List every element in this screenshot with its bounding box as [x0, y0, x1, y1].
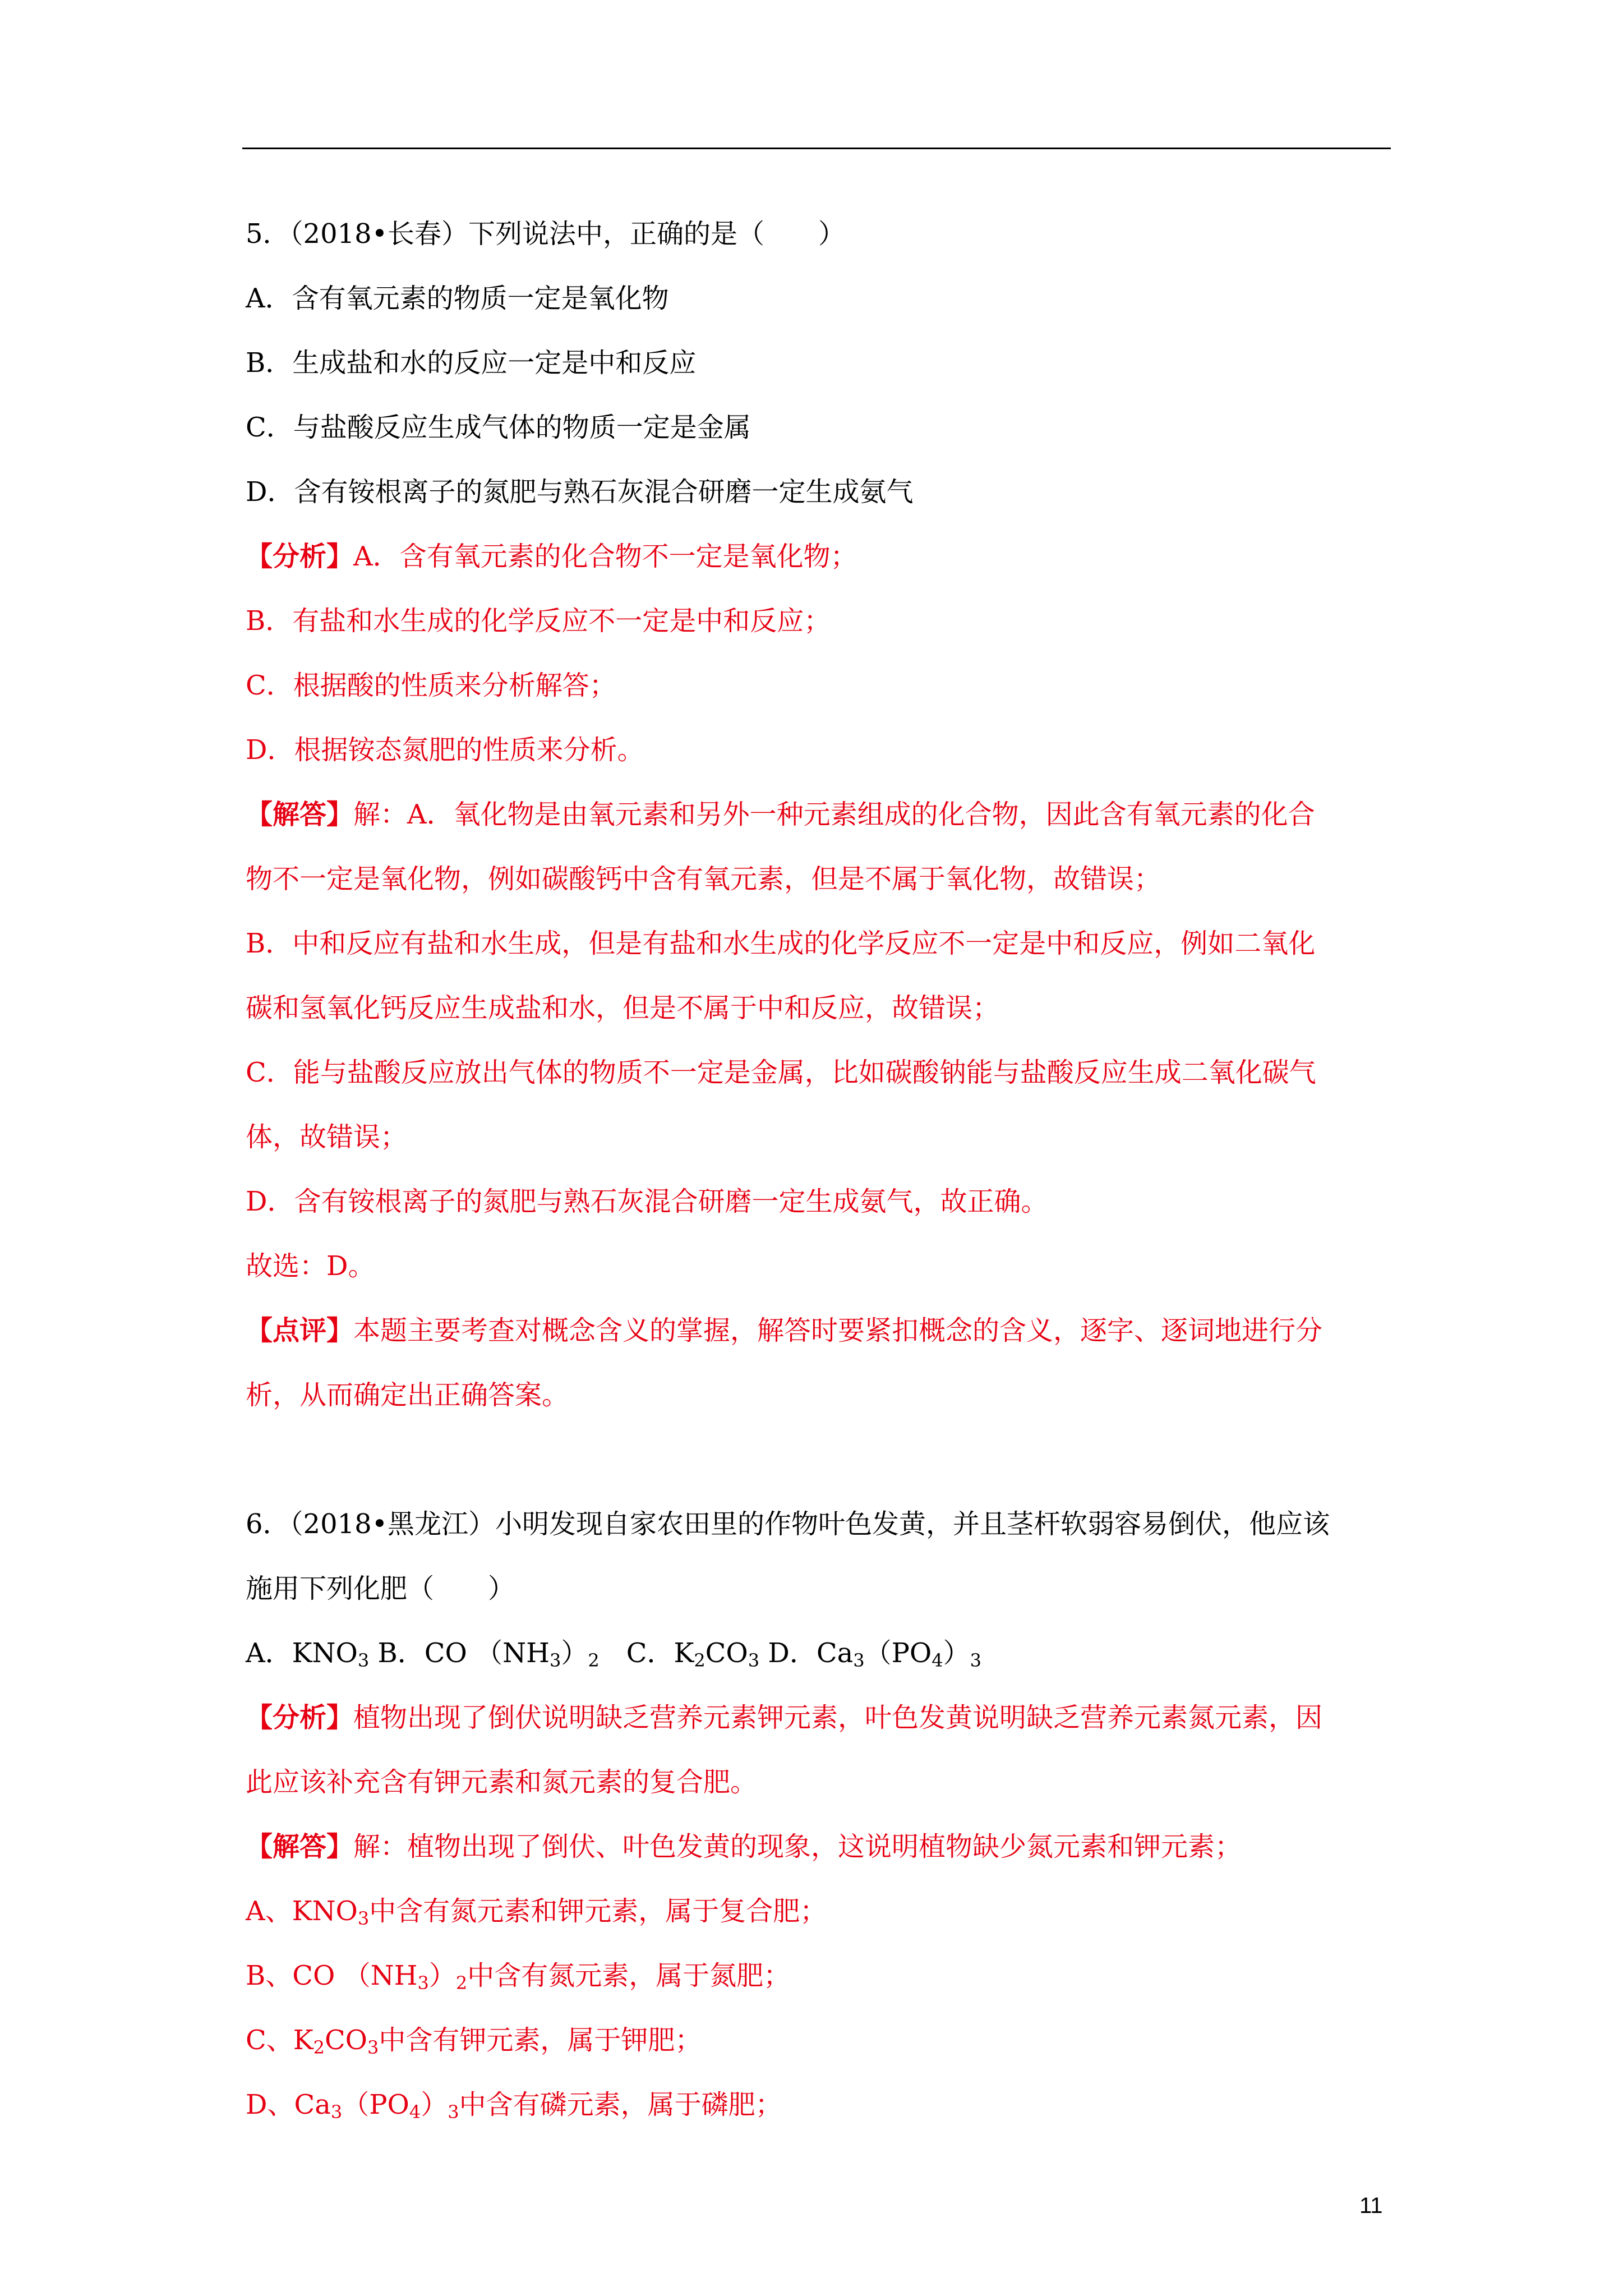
q6-answer-tag: 【解答】 [246, 1831, 354, 1862]
text-fragment: ） [561, 1637, 588, 1669]
q6-analysis-text: 植物出现了倒伏说明缺乏营养元素钾元素，叶色发黄说明缺乏营养元素氮元素，因 [353, 1702, 1323, 1733]
text-fragment: B、CO （NH [246, 1960, 418, 1991]
subscript: 3 [970, 1650, 981, 1671]
q5-option-d: D．含有铵根离子的氮肥与熟石灰混合研磨一定生成氨气 [246, 476, 914, 508]
q5-answer-line-6: 体，故错误； [246, 1121, 408, 1153]
q5-answer-line-4: 碳和氢氧化钙反应生成盐和水，但是不属于中和反应，故错误； [246, 992, 1000, 1024]
page-number: 11 [1359, 2193, 1383, 2218]
text-fragment: A、KNO [246, 1895, 358, 1927]
text-fragment: ） [428, 1960, 456, 1991]
text-fragment: ） [421, 2089, 448, 2120]
q5-answer-tag: 【解答】 [246, 799, 354, 830]
subscript: 3 [357, 1908, 370, 1929]
q5-comment-text: 本题主要考查对概念含义的掌握，解答时要紧扣概念的含义，逐字、逐词地进行分 [353, 1315, 1323, 1346]
q5-stem: 5．（2018•长春）下列说法中，正确的是（ ） [246, 218, 846, 250]
text-fragment: 中含有磷元素，属于磷肥； [459, 2089, 782, 2120]
text-fragment: CO [705, 1637, 748, 1669]
subscript: 4 [932, 1650, 943, 1671]
subscript: 2 [455, 1972, 468, 1994]
q5-choice: 故选：D。 [246, 1250, 375, 1282]
text-fragment: （PO [342, 2089, 409, 2120]
text-fragment: C、K [246, 2024, 313, 2056]
text-fragment: 中含有钾元素，属于钾肥； [379, 2024, 702, 2056]
q5-analysis-tag: 【分析】 [246, 541, 354, 572]
subscript: 2 [588, 1650, 600, 1671]
q6-answer-item-a [246, 1879, 1390, 1944]
q6-option-d: D．Ca [759, 1637, 854, 1669]
subscript: 3 [853, 1650, 865, 1671]
subscript: 3 [367, 2037, 379, 2058]
q5-option-b: B．生成盐和水的反应一定是中和反应 [246, 347, 697, 379]
text-fragment: ） [943, 1637, 970, 1669]
subscript: 4 [409, 2101, 421, 2123]
q5-answer-line-7: D．含有铵根离子的氮肥与熟石灰混合研磨一定生成氨气，故正确。 [246, 1186, 1048, 1217]
text-fragment: 中含有氮元素，属于氮肥； [467, 1960, 791, 1991]
header-rule [242, 148, 1391, 149]
q5-answer-line-3: B．中和反应有盐和水生成，但是有盐和水生成的化学反应不一定是中和反应，例如二氧化 [246, 928, 1316, 959]
q5-answer-text: 解：A．氧化物是由氧元素和另外一种元素组成的化合物，因此含有氧元素的化合 [353, 799, 1315, 830]
q6-options [246, 1621, 1390, 1686]
text-fragment: D、Ca [246, 2089, 331, 2120]
q5-comment-line [246, 1299, 1390, 1363]
page-content [246, 202, 1390, 2137]
subscript: 3 [549, 1650, 561, 1671]
subscript: 3 [417, 1972, 429, 1994]
q5-analysis-c: C．根据酸的性质来分析解答； [246, 670, 616, 701]
q6-option-c: C．K [599, 1637, 694, 1669]
text-fragment: 中含有氮元素和钾元素，属于复合肥； [369, 1895, 827, 1927]
q6-stem-line-2: 施用下列化肥（ ） [246, 1573, 515, 1604]
q5-comment-tag: 【点评】 [246, 1315, 354, 1346]
q5-analysis-line [246, 524, 1390, 589]
subscript: 3 [748, 1650, 760, 1671]
text-fragment: （PO [864, 1637, 932, 1669]
subscript: 2 [313, 2037, 325, 2058]
q6-stem-line-1: 6．（2018•黑龙江）小明发现自家农田里的作物叶色发黄，并且茎杆软弱容易倒伏，他应该 [246, 1508, 1330, 1540]
q6-answer-line [246, 1815, 1390, 1879]
q6-answer-item-d [246, 2073, 1390, 2137]
q6-option-b: B．CO （NH [369, 1637, 550, 1669]
q6-analysis-line [246, 1686, 1390, 1750]
subscript: 2 [694, 1650, 706, 1671]
text-fragment: CO [324, 2024, 368, 2056]
q5-analysis-text: A．含有氧元素的化合物不一定是氧化物； [353, 541, 857, 572]
q5-option-a: A．含有氧元素的物质一定是氧化物 [246, 283, 669, 314]
q6-analysis-line-2: 此应该补充含有钾元素和氮元素的复合肥。 [246, 1766, 758, 1798]
q5-option-c: C．与盐酸反应生成气体的物质一定是金属 [246, 412, 751, 443]
q5-answer-line-5: C．能与盐酸反应放出气体的物质不一定是金属，比如碳酸钠能与盐酸反应生成二氧化碳气 [246, 1057, 1316, 1088]
q5-analysis-b: B．有盐和水生成的化学反应不一定是中和反应； [246, 605, 831, 637]
q5-answer-line-2: 物不一定是氧化物，例如碳酸钙中含有氧元素，但是不属于氧化物，故错误； [246, 863, 1161, 895]
q6-answer-text: 解：植物出现了倒伏、叶色发黄的现象，这说明植物缺少氮元素和钾元素； [353, 1831, 1242, 1862]
question-gap [246, 1428, 1390, 1492]
q6-answer-item-b [246, 1944, 1390, 2008]
subscript: 3 [448, 2101, 459, 2123]
q5-comment-line-2: 析，从而确定出正确答案。 [246, 1379, 569, 1411]
q5-answer-line [246, 783, 1390, 847]
q6-answer-item-c [246, 2008, 1390, 2073]
q6-option-a: A．KNO [246, 1637, 358, 1669]
q6-analysis-tag: 【分析】 [246, 1702, 354, 1733]
subscript: 3 [357, 1650, 370, 1671]
subscript: 3 [330, 2101, 343, 2123]
q5-analysis-d: D．根据铵态氮肥的性质来分析。 [246, 734, 644, 766]
